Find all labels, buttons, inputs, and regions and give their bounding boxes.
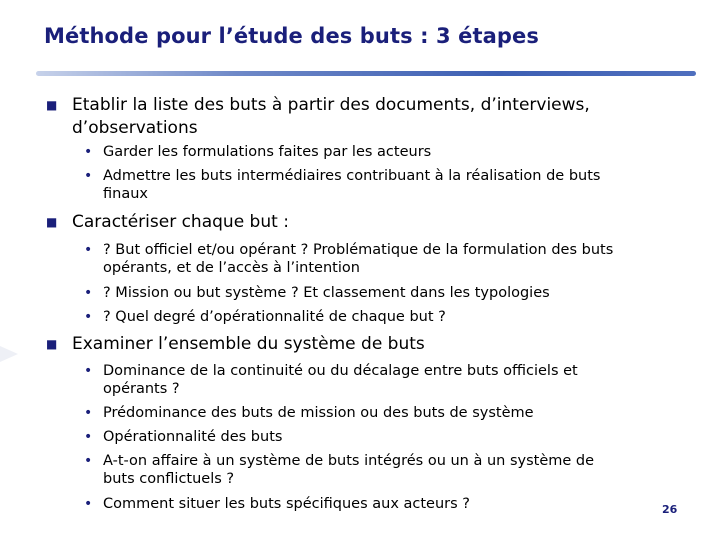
section-2-label: Caractériser chaque but : (72, 212, 289, 232)
slide-title: Méthode pour l’étude des buts : 3 étapes (44, 24, 539, 48)
list-item-text: ? Mission ou but système ? Et classement dans les typologies (103, 285, 550, 301)
list-item-text: finaux (103, 186, 148, 202)
section-3-label: Examiner l’ensemble du système de buts (72, 334, 425, 354)
dot-bullet-icon: • (84, 429, 93, 445)
list-item-text: opérants ? (103, 381, 180, 397)
list-item-text: ? Quel degré d’opérationnalité de chaque but ? (103, 309, 446, 325)
dot-bullet-icon: • (84, 405, 93, 421)
square-bullet-icon: ■ (46, 98, 58, 112)
dot-bullet-icon: • (84, 285, 93, 301)
list-item-text: Dominance de la continuité ou du décalage entre buts officiels et (103, 363, 578, 379)
list-item-text: Prédominance des buts de mission ou des buts de système (103, 405, 534, 421)
list-item-text: Garder les formulations faites par les acteurs (103, 144, 432, 160)
title-underline (36, 71, 696, 76)
dot-bullet-icon: • (84, 168, 93, 184)
dot-bullet-icon: • (84, 144, 93, 160)
list-item-text: Comment situer les buts spécifiques aux acteurs ? (103, 496, 470, 512)
list-item-text: opérants, et de l’accès à l’intention (103, 260, 360, 276)
dot-bullet-icon: • (84, 242, 93, 258)
list-item-text: ? But officiel et/ou opérant ? Problématique de la formulation des buts (103, 242, 614, 258)
list-item-text: Opérationnalité des buts (103, 429, 283, 445)
list-item-text: buts conflictuels ? (103, 471, 235, 487)
dot-bullet-icon: • (84, 363, 93, 379)
list-item-text: A-t-on affaire à un système de buts intégrés ou un à un système de (103, 453, 595, 469)
decorative-shape-icon (0, 340, 24, 368)
page-number: 26 (662, 503, 678, 516)
square-bullet-icon: ■ (46, 215, 58, 229)
section-1-label-line-2: d’observations (72, 118, 198, 138)
dot-bullet-icon: • (84, 309, 93, 325)
section-1-label-line-1: Etablir la liste des buts à partir des documents, d’interviews, (72, 95, 590, 115)
list-item-text: Admettre les buts intermédiaires contribuant à la réalisation de buts (103, 168, 601, 184)
section-1-label (72, 94, 672, 140)
dot-bullet-icon: • (84, 453, 93, 469)
square-bullet-icon: ■ (46, 337, 58, 351)
dot-bullet-icon: • (84, 496, 93, 512)
